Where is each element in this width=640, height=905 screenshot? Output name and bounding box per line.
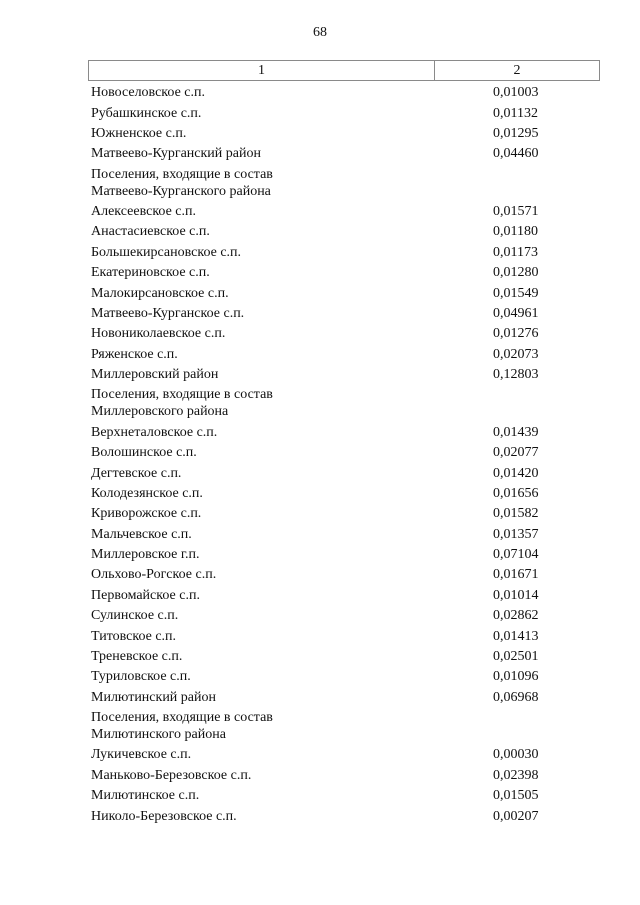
settlement-name: Криворожское с.п. bbox=[91, 506, 202, 522]
table-row bbox=[91, 144, 611, 164]
table-row bbox=[91, 365, 611, 385]
settlement-name: Екатериновское с.п. bbox=[91, 265, 210, 281]
table-row bbox=[91, 708, 611, 745]
table-row bbox=[91, 786, 611, 806]
coefficient-value: 0,01096 bbox=[493, 669, 539, 685]
settlement-name: Новониколаевское с.п. bbox=[91, 326, 226, 342]
coefficient-value: 0,00207 bbox=[493, 808, 539, 824]
table-row bbox=[91, 443, 611, 463]
coefficient-value: 0,04460 bbox=[493, 146, 539, 162]
coefficient-value: 0,07104 bbox=[493, 547, 539, 563]
table-row bbox=[91, 283, 611, 303]
table-row bbox=[91, 688, 611, 708]
coefficient-value: 0,01413 bbox=[493, 628, 539, 644]
settlement-name: Верхнеталовское с.п. bbox=[91, 424, 218, 440]
coefficient-value: 0,00030 bbox=[493, 747, 539, 763]
table-row bbox=[91, 124, 611, 144]
column-header-2: 2 bbox=[513, 63, 521, 78]
coefficient-value: 0,01571 bbox=[493, 204, 539, 220]
table-row bbox=[91, 165, 611, 202]
coefficient-value: 0,01280 bbox=[493, 265, 539, 281]
coefficient-value: 0,01180 bbox=[493, 224, 538, 240]
settlement-name: Колодезянское с.п. bbox=[91, 485, 203, 501]
table-row bbox=[91, 385, 611, 422]
settlement-name: Волошинское с.п. bbox=[91, 445, 197, 461]
settlement-name: Поселения, входящие в состав Миллеровского района bbox=[91, 387, 273, 420]
table-row bbox=[91, 626, 611, 646]
coefficient-value: 0,01132 bbox=[493, 105, 538, 121]
table-row bbox=[91, 222, 611, 242]
coefficient-value: 0,01276 bbox=[493, 326, 539, 342]
settlement-name: Малокирсановское с.п. bbox=[91, 285, 229, 301]
settlement-name: Алексеевское с.п. bbox=[91, 204, 196, 220]
settlement-name: Треневское с.п. bbox=[91, 648, 183, 664]
coefficient-value: 0,01549 bbox=[493, 285, 539, 301]
coefficient-value: 0,01439 bbox=[493, 424, 539, 440]
settlement-name: Титовское с.п. bbox=[91, 628, 177, 644]
table-row bbox=[91, 324, 611, 344]
settlement-name: Матвеево-Курганское с.п. bbox=[91, 305, 245, 321]
settlement-name: Ольхово-Рогское с.п. bbox=[91, 567, 217, 583]
settlement-name: Миллеровский район bbox=[91, 367, 219, 383]
coefficient-value: 0,02501 bbox=[493, 648, 539, 664]
settlement-name: Лукичевское с.п. bbox=[91, 747, 192, 763]
table-row bbox=[91, 243, 611, 263]
settlement-name: Сулинское с.п. bbox=[91, 608, 179, 624]
settlement-name: Туриловское с.п. bbox=[91, 669, 191, 685]
settlement-name: Большекирсановское с.п. bbox=[91, 244, 242, 260]
table-row bbox=[91, 647, 611, 667]
table-row bbox=[91, 606, 611, 626]
settlement-name: Поселения, входящие в состав Милютинского района bbox=[91, 710, 273, 743]
settlement-name: Матвеево-Курганский район bbox=[91, 146, 261, 162]
coefficient-value: 0,01357 bbox=[493, 526, 539, 542]
settlement-name: Поселения, входящие в состав Матвеево-Курганского района bbox=[91, 166, 273, 199]
coefficient-value: 0,01582 bbox=[493, 506, 539, 522]
coefficient-value: 0,02398 bbox=[493, 767, 539, 783]
coefficient-value: 0,01003 bbox=[493, 85, 539, 101]
table-row bbox=[91, 304, 611, 324]
coefficient-value bbox=[493, 709, 593, 743]
coefficient-value bbox=[493, 386, 593, 420]
coefficient-value: 0,02862 bbox=[493, 608, 539, 624]
coefficient-value bbox=[493, 166, 593, 200]
settlement-name: Дегтевское с.п. bbox=[91, 465, 182, 481]
table-row bbox=[91, 504, 611, 524]
settlement-name: Новоселовское с.п. bbox=[91, 85, 205, 101]
coefficient-value: 0,12803 bbox=[493, 367, 539, 383]
settlement-name: Анастасиевское с.п. bbox=[91, 224, 210, 240]
table-row bbox=[91, 806, 611, 826]
table-row bbox=[91, 423, 611, 443]
table-row bbox=[91, 565, 611, 585]
coefficient-value: 0,01295 bbox=[493, 125, 539, 141]
table-header bbox=[88, 60, 600, 81]
settlement-name: Маньково-Березовское с.п. bbox=[91, 767, 252, 783]
coefficient-value: 0,04961 bbox=[493, 305, 539, 321]
coefficient-value: 0,06968 bbox=[493, 689, 539, 705]
settlement-name: Миллеровское г.п. bbox=[91, 547, 200, 563]
coefficient-value: 0,01420 bbox=[493, 465, 539, 481]
table-row bbox=[91, 484, 611, 504]
settlement-name: Ряженское с.п. bbox=[91, 346, 178, 362]
table-row bbox=[91, 667, 611, 687]
coefficient-value: 0,01014 bbox=[493, 587, 539, 603]
table-row bbox=[91, 525, 611, 545]
settlement-name: Рубашкинское с.п. bbox=[91, 105, 202, 121]
coefficient-value: 0,01671 bbox=[493, 567, 539, 583]
column-header-1: 1 bbox=[89, 61, 435, 80]
coefficient-value: 0,01656 bbox=[493, 485, 539, 501]
settlement-name: Мальчевское с.п. bbox=[91, 526, 192, 542]
table-row bbox=[91, 202, 611, 222]
table-body bbox=[91, 83, 611, 827]
table-row bbox=[91, 745, 611, 765]
table-row bbox=[91, 263, 611, 283]
settlement-name: Первомайское с.п. bbox=[91, 587, 200, 603]
coefficient-value: 0,01173 bbox=[493, 244, 538, 260]
settlement-name: Николо-Березовское с.п. bbox=[91, 808, 237, 824]
table-row bbox=[91, 545, 611, 565]
table-row bbox=[91, 83, 611, 103]
table-row bbox=[91, 103, 611, 123]
settlement-name: Южненское с.п. bbox=[91, 125, 187, 141]
page-number: 68 bbox=[313, 25, 327, 40]
settlement-name: Милютинское с.п. bbox=[91, 788, 200, 804]
table-row bbox=[91, 463, 611, 483]
coefficient-value: 0,01505 bbox=[493, 788, 539, 804]
table-row bbox=[91, 766, 611, 786]
coefficient-value: 0,02077 bbox=[493, 445, 539, 461]
table-row bbox=[91, 345, 611, 365]
table-row bbox=[91, 586, 611, 606]
coefficient-value: 0,02073 bbox=[493, 346, 539, 362]
settlement-name: Милютинский район bbox=[91, 689, 217, 705]
